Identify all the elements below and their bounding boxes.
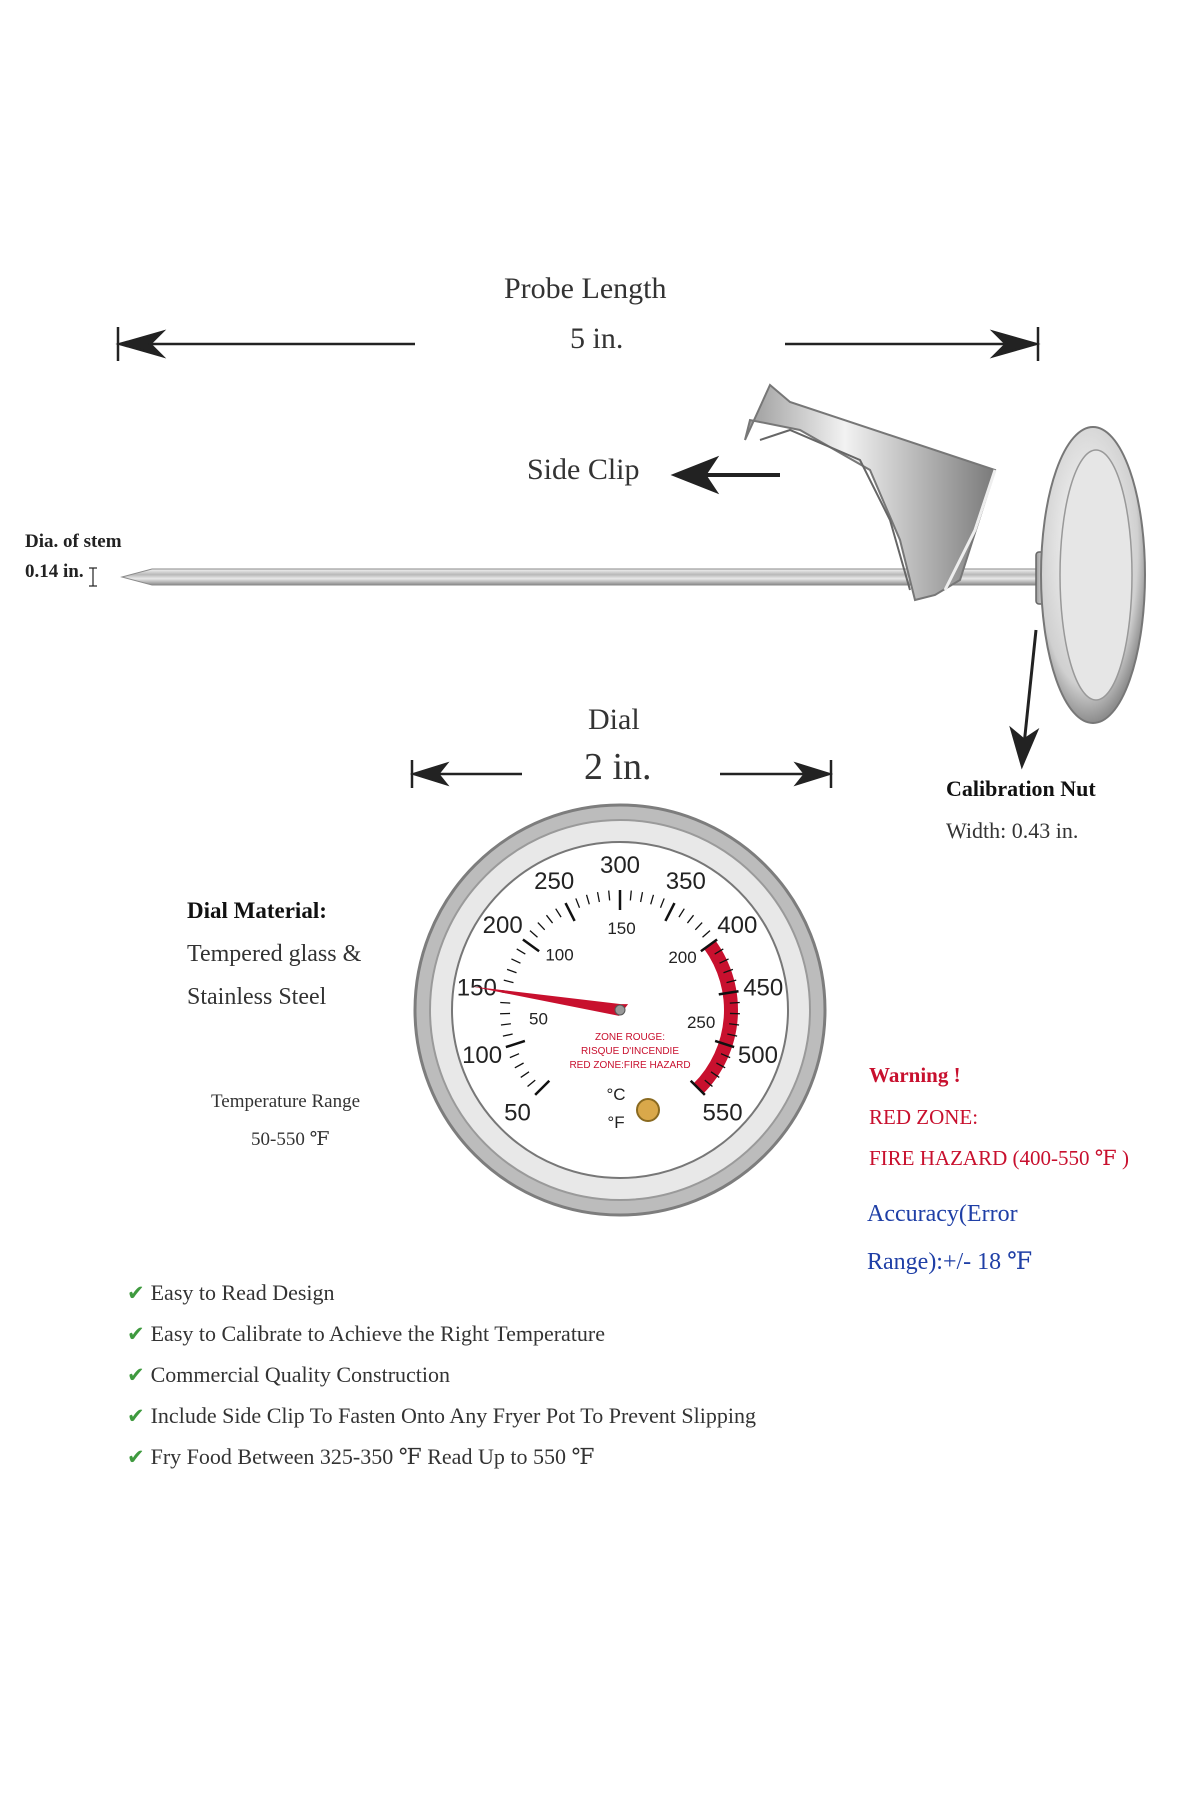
dial-f-label: 550 <box>702 1099 743 1127</box>
dial-material-title: Dial Material: <box>187 898 327 923</box>
accuracy-line2: Range):+/- 18 ℉ <box>867 1249 1033 1275</box>
dial-material-line2: Stainless Steel <box>187 984 327 1010</box>
dial-f-label: 500 <box>737 1041 778 1069</box>
dial-c-label: 150 <box>607 919 636 939</box>
dial-tick <box>730 1002 740 1003</box>
warning-red-zone: RED ZONE: <box>869 1105 979 1129</box>
red-zone-text: ZONE ROUGE: <box>594 1032 666 1043</box>
calibration-nut-width: Width: 0.43 in. <box>946 818 1079 843</box>
dial-f-label: 350 <box>665 867 706 895</box>
feature-item: ✔ Easy to Read Design <box>127 1280 335 1305</box>
dial-f-label: 50 <box>504 1099 531 1127</box>
feature-item: ✔ Fry Food Between 325-350 ℉ Read Up to 550 ℉ <box>127 1444 595 1469</box>
probe-length-value: 5 in. <box>570 322 624 355</box>
side-clip-label: Side Clip <box>527 453 640 486</box>
dial-f-label: 250 <box>534 867 575 895</box>
dial-size-value: 2 in. <box>584 746 652 788</box>
red-zone-text: RED ZONE:FIRE HAZARD <box>569 1060 691 1071</box>
dial-c-label: 200 <box>668 947 697 967</box>
check-icon: ✔ <box>127 1281 145 1305</box>
stem-diameter-value: 0.14 in. <box>25 561 84 582</box>
dial-f-label: 200 <box>482 911 523 939</box>
check-icon: ✔ <box>127 1445 145 1469</box>
temperature-range-value: 50-550 ℉ <box>251 1129 330 1150</box>
warning-title: Warning ! <box>869 1063 961 1087</box>
feature-item: ✔ Include Side Clip To Fasten Onto Any Fryer Pot To Prevent Slipping <box>127 1403 756 1428</box>
warning-fire-hazard: FIRE HAZARD (400-550 ℉ ) <box>869 1146 1129 1170</box>
dial-tick <box>500 1002 510 1003</box>
feature-item: ✔ Commercial Quality Construction <box>127 1362 451 1387</box>
dial-c-label: 250 <box>686 1012 716 1032</box>
temperature-range-title: Temperature Range <box>211 1091 361 1112</box>
dial-f-label: 450 <box>743 974 784 1002</box>
dial-c-label: 100 <box>545 945 574 965</box>
check-icon: ✔ <box>127 1363 145 1387</box>
dial-title: Dial <box>588 703 640 736</box>
feature-list <box>127 1280 756 1485</box>
dial-f-label: 300 <box>599 852 641 879</box>
feature-item: ✔ Easy to Calibrate to Achieve the Right Temperature <box>127 1321 606 1346</box>
check-icon: ✔ <box>127 1322 145 1346</box>
probe-length-title: Probe Length <box>504 272 667 305</box>
dial-f-label: 400 <box>717 911 758 939</box>
dial-c-label: 50 <box>529 1009 548 1029</box>
calibration-nut-title: Calibration Nut <box>946 776 1096 801</box>
needle-hub <box>615 1005 625 1015</box>
dial-f-label: 150 <box>456 974 497 1002</box>
accuracy-line1: Accuracy(Error <box>867 1201 1018 1227</box>
dial-f-label: 100 <box>462 1041 503 1069</box>
dial-material-line1: Tempered glass & <box>187 941 362 967</box>
stem-diameter-label: Dia. of stem <box>25 531 122 552</box>
unit-fahrenheit: °F <box>607 1113 625 1132</box>
check-icon: ✔ <box>127 1404 145 1428</box>
red-zone-text: RISQUE D'INCENDIE <box>580 1046 680 1057</box>
unit-celsius: °C <box>606 1085 626 1104</box>
calibration-screw <box>637 1099 659 1121</box>
